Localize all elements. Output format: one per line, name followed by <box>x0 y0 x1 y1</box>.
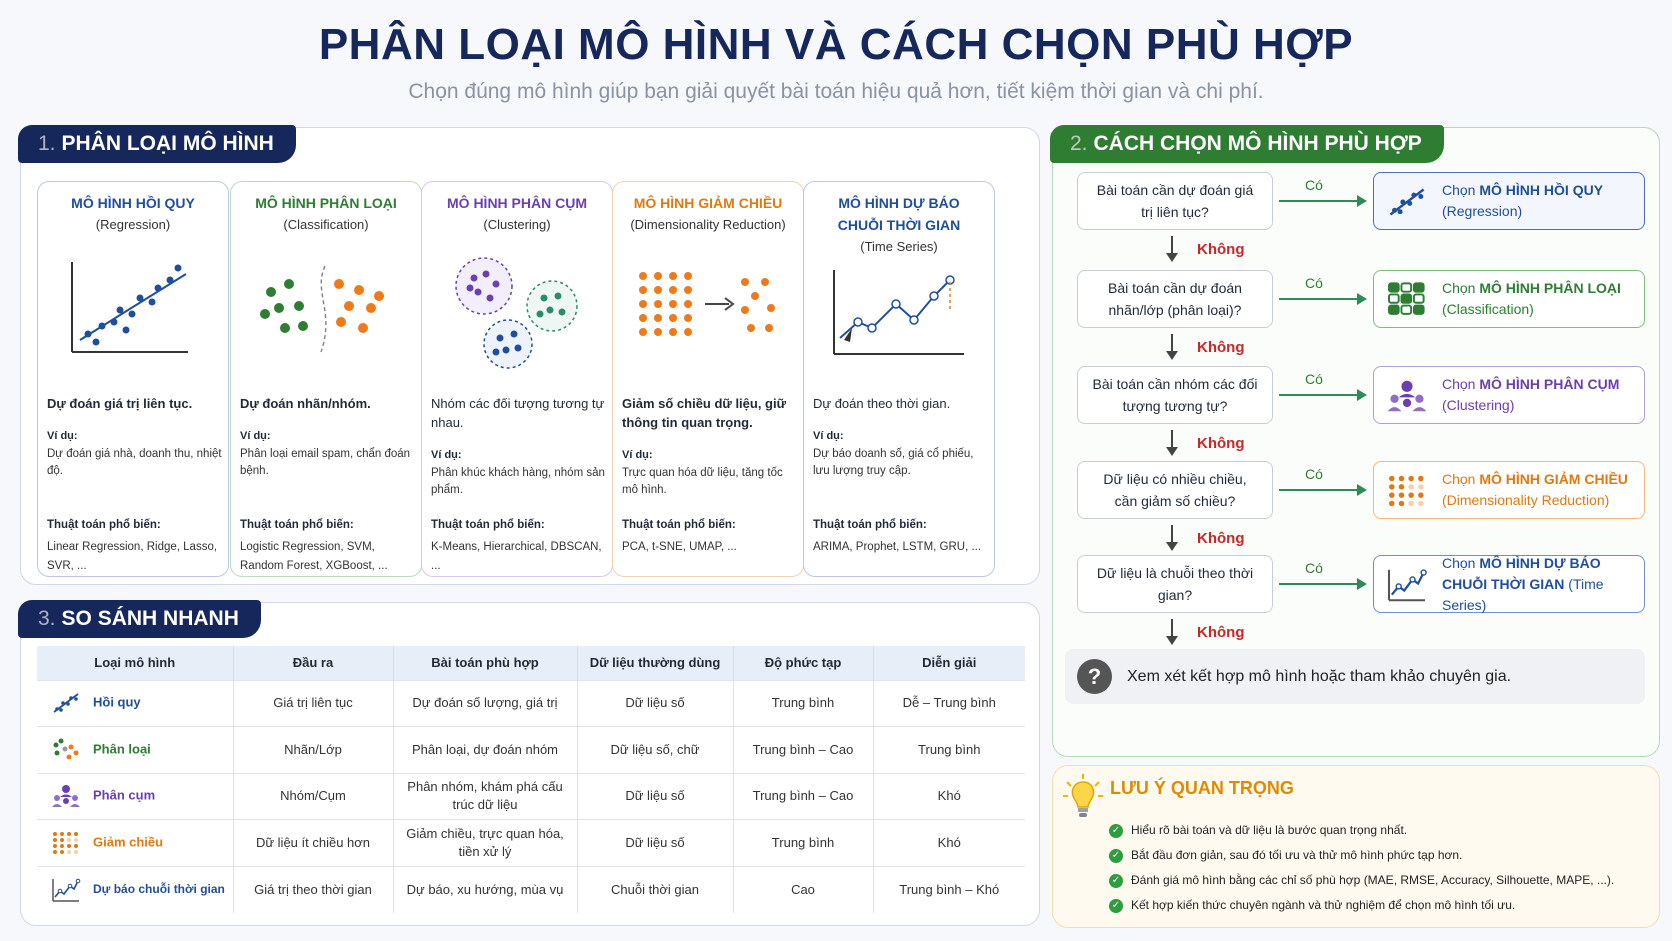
question-box <box>1077 172 1273 230</box>
card-algorithms-label: Thuật toán phổ biến: <box>240 519 354 531</box>
model-type-name: Hồi quy <box>93 694 141 710</box>
column-header: Bài toán phù hợp <box>393 646 577 680</box>
result-prefix: Chọn <box>1442 182 1480 198</box>
page-subtitle: Chọn đúng mô hình giúp bạn giải quyết bài toán hiệu quả hơn, tiết kiệm thời gian và chi phí. <box>408 80 1264 103</box>
grid-dot <box>684 328 692 336</box>
table-cell: Dễ – Trung bình <box>873 680 1025 727</box>
table-header-row <box>37 646 1025 680</box>
grid-dot <box>669 314 677 322</box>
no-arrow <box>1171 619 1173 643</box>
table-cell: Trung bình <box>873 727 1025 774</box>
card-clustering <box>421 181 613 577</box>
note-text: Bắt đầu đơn giản, sau đó tối ưu và thử mô hình phức tạp hơn. <box>1131 848 1463 862</box>
card-algorithms: ARIMA, Prophet, LSTM, GRU, ... <box>813 541 982 553</box>
column-header: Dữ liệu thường dùng <box>577 646 733 680</box>
card-example-label: Ví dụ: <box>240 430 271 442</box>
yes-label: Có <box>1305 466 1323 482</box>
regression-scatter-icon <box>58 252 208 372</box>
column-header: Loại mô hình <box>37 646 233 680</box>
card-example: Dự đoán giá nhà, doanh thu, nhiệt độ. <box>47 448 222 477</box>
table-cell: Giảm chiều, trực quan hóa, tiền xử lý <box>393 820 577 867</box>
no-arrow <box>1171 236 1173 260</box>
note-item <box>1109 893 1614 918</box>
table-cell: Trung bình – Cao <box>733 727 873 774</box>
question-text: Dữ liệu có nhiều chiều, cần giảm số chiều? <box>1103 471 1247 509</box>
result-box <box>1373 270 1645 328</box>
yes-label: Có <box>1305 560 1323 576</box>
card-example-label: Ví dụ: <box>431 449 462 461</box>
question-icon: ? <box>1077 659 1112 694</box>
section-tab: 2. CÁCH CHỌN MÔ HÌNH PHÙ HỢP <box>1050 125 1444 163</box>
table-cell: Dữ liệu số, chữ <box>577 727 733 774</box>
grid-dot <box>684 314 692 322</box>
card-algorithms-label: Thuật toán phổ biến: <box>47 519 161 531</box>
question-text: Bài toán cần dự đoán giá trị liên tục? <box>1096 182 1254 220</box>
table-cell: Trung bình – Cao <box>733 773 873 820</box>
result-prefix: Chọn <box>1442 554 1480 571</box>
table-cell: Dự báo, xu hướng, mùa vụ <box>393 866 577 913</box>
clustering-icon <box>1386 378 1428 414</box>
result-box <box>1373 461 1645 519</box>
table-row <box>37 820 1025 867</box>
check-icon: ✓ <box>1109 874 1123 888</box>
result-prefix: Chọn <box>1442 471 1480 487</box>
no-label: Không <box>1197 435 1245 452</box>
regression-icon <box>51 690 81 716</box>
grid-dot <box>639 300 647 308</box>
no-arrow <box>1171 525 1173 549</box>
grid-dot <box>654 286 662 294</box>
card-algorithms: K-Means, Hierarchical, DBSCAN, ... <box>431 541 602 572</box>
card-description: Giảm số chiều dữ liệu, giữ thông tin quan trọng. <box>622 396 787 430</box>
section-tab: 1. PHÂN LOẠI MÔ HÌNH <box>18 125 296 163</box>
grid-dot <box>684 300 692 308</box>
lightbulb-icon <box>1063 774 1103 822</box>
grid-dot <box>669 272 677 280</box>
result-box <box>1373 366 1645 424</box>
table-row <box>37 680 1025 727</box>
result-model: MÔ HÌNH GIẢM CHIỀU <box>1479 471 1628 487</box>
card-title: MÔ HÌNH DỰ BÁO CHUỖI THỜI GIAN <box>837 195 961 233</box>
dimensionality-icon <box>1386 473 1428 509</box>
table-cell: Dữ liệu số <box>577 680 733 727</box>
table-cell: Dữ liệu ít chiều hơn <box>233 820 393 867</box>
grid-dot <box>669 286 677 294</box>
result-box <box>1373 172 1645 230</box>
table-cell: Phân nhóm, khám phá cấu trúc dữ liệu <box>393 773 577 820</box>
no-arrow <box>1171 334 1173 358</box>
yes-label: Có <box>1305 177 1323 193</box>
yes-arrow <box>1279 298 1365 300</box>
grid-dot <box>639 328 647 336</box>
table-cell: Chuỗi thời gian <box>577 866 733 913</box>
card-subtitle: (Classification) <box>283 217 369 232</box>
table-row <box>37 866 1025 913</box>
important-notes-panel <box>1052 765 1660 928</box>
card-example: Trực quan hóa dữ liệu, tăng tốc mô hình. <box>622 467 783 496</box>
table-cell: Dữ liệu số <box>577 773 733 820</box>
model-type-cell <box>37 727 233 774</box>
grid-dot <box>639 314 647 322</box>
grid-dot <box>669 328 677 336</box>
final-recommendation <box>1065 649 1645 704</box>
quick-comparison-panel <box>20 602 1040 926</box>
time-series-icon <box>51 877 81 903</box>
card-dimensionality-reduction <box>612 181 804 577</box>
table-cell: Phân loại, dự đoán nhóm <box>393 727 577 774</box>
no-label: Không <box>1197 624 1245 641</box>
model-type-cell <box>37 820 233 867</box>
grid-dot <box>669 300 677 308</box>
card-algorithms: Linear Regression, Ridge, Lasso, SVR, ... <box>47 541 218 572</box>
note-item <box>1109 818 1614 843</box>
grid-dot <box>639 272 647 280</box>
card-description: Dự đoán giá trị liên tục. <box>47 396 193 411</box>
result-subtitle: (Regression) <box>1442 203 1523 219</box>
result-subtitle: (Classification) <box>1442 301 1534 317</box>
table-row <box>37 727 1025 774</box>
column-header: Đầu ra <box>233 646 393 680</box>
check-icon: ✓ <box>1109 824 1123 838</box>
no-label: Không <box>1197 241 1245 258</box>
dimensionality-icon <box>51 830 81 856</box>
card-subtitle: (Regression) <box>95 217 171 232</box>
time-series-line-icon <box>824 262 974 382</box>
table-cell: Giá trị theo thời gian <box>233 866 393 913</box>
time-series-icon <box>1386 567 1428 603</box>
grid-dot <box>639 286 647 294</box>
card-time-series <box>803 181 995 577</box>
question-text: Dữ liệu là chuỗi theo thời gian? <box>1096 565 1254 603</box>
card-example-label: Ví dụ: <box>813 430 844 442</box>
yes-arrow <box>1279 583 1365 585</box>
table-cell: Nhãn/Lớp <box>233 727 393 774</box>
card-example-label: Ví dụ: <box>47 430 78 442</box>
model-type-cell <box>37 680 233 727</box>
check-icon: ✓ <box>1109 899 1123 913</box>
column-header: Diễn giải <box>873 646 1025 680</box>
card-example: Phân khúc khách hàng, nhóm sản phẩm. <box>431 467 605 496</box>
notes-title: LƯU Ý QUAN TRỌNG <box>1110 778 1294 798</box>
grid-dot <box>684 286 692 294</box>
card-description: Nhóm các đối tượng tương tự nhau. <box>431 396 605 430</box>
card-regression <box>37 181 229 577</box>
result-model: MÔ HÌNH PHÂN LOẠI <box>1479 280 1621 296</box>
dimensionality-reduction-icon <box>633 252 783 372</box>
final-recommendation-text: Xem xét kết hợp mô hình hoặc tham khảo chuyên gia. <box>1127 667 1512 685</box>
card-title: MÔ HÌNH PHÂN LOẠI <box>255 195 397 211</box>
card-subtitle: (Time Series) <box>860 239 938 254</box>
yes-arrow <box>1279 394 1365 396</box>
result-prefix: Chọn <box>1442 376 1480 392</box>
result-subtitle: (Clustering) <box>1442 397 1515 413</box>
grid-icon <box>1386 282 1428 318</box>
grid-dot <box>654 314 662 322</box>
card-algorithms-label: Thuật toán phổ biến: <box>813 519 927 531</box>
note-text: Hiểu rõ bài toán và dữ liệu là bước quan trọng nhất. <box>1131 823 1408 837</box>
card-example: Dự báo doanh số, giá cổ phiếu, lưu lượng truy cập. <box>813 448 974 477</box>
classification-icon <box>51 737 81 763</box>
question-text: Bài toán cần dự đoán nhãn/lớp (phân loại)? <box>1108 280 1242 318</box>
result-subtitle: (Time Series) <box>1442 575 1604 613</box>
card-description: Dự đoán theo thời gian. <box>813 396 951 411</box>
result-model: MÔ HÌNH HỒI QUY <box>1479 182 1604 198</box>
question-box <box>1077 366 1273 424</box>
card-classification <box>230 181 422 577</box>
section-tab: 3. SO SÁNH NHANH <box>18 600 261 638</box>
card-description: Dự đoán nhãn/nhóm. <box>240 396 371 411</box>
grid-dot <box>684 272 692 280</box>
result-box <box>1373 555 1645 613</box>
model-type-name: Dự báo chuỗi thời gian <box>93 881 225 896</box>
no-arrow <box>1171 430 1173 454</box>
model-type-cell <box>37 866 233 913</box>
check-icon: ✓ <box>1109 849 1123 863</box>
result-model: MÔ HÌNH DỰ BÁO CHUỖI THỜI GIAN <box>1442 554 1601 592</box>
card-title: MÔ HÌNH GIẢM CHIỀU <box>633 195 783 211</box>
model-type-name: Giảm chiều <box>93 834 164 850</box>
card-example-label: Ví dụ: <box>622 449 653 461</box>
card-subtitle: (Dimensionality Reduction) <box>630 217 786 232</box>
grid-dot <box>654 300 662 308</box>
page-title: PHÂN LOẠI MÔ HÌNH VÀ CÁCH CHỌN PHÙ HỢP <box>318 20 1354 69</box>
classification-dots-icon <box>251 252 401 372</box>
card-subtitle: (Clustering) <box>483 217 551 232</box>
model-type-cell <box>37 773 233 820</box>
card-example: Phân loại email spam, chẩn đoán bệnh. <box>240 448 411 477</box>
table-cell: Trung bình – Khó <box>873 866 1025 913</box>
table-cell: Trung bình <box>733 680 873 727</box>
question-box <box>1077 461 1273 519</box>
result-model: MÔ HÌNH PHÂN CỤM <box>1479 376 1620 392</box>
model-type-name: Phân loại <box>93 741 151 757</box>
table-cell: Nhóm/Cụm <box>233 773 393 820</box>
model-types-panel <box>20 127 1040 585</box>
notes-list <box>1109 818 1614 918</box>
result-subtitle: (Dimensionality Reduction) <box>1442 492 1610 508</box>
note-text: Kết hợp kiến thức chuyên ngành và thử nghiệm để chọn mô hình tối ưu. <box>1131 898 1516 912</box>
model-selection-panel <box>1052 127 1660 757</box>
question-text: Bài toán cần nhóm các đối tượng tương tự? <box>1092 376 1258 414</box>
no-label: Không <box>1197 339 1245 356</box>
comparison-table <box>37 646 1025 913</box>
yes-label: Có <box>1305 371 1323 387</box>
table-row <box>37 773 1025 820</box>
result-prefix: Chọn <box>1442 280 1480 296</box>
note-item <box>1109 868 1614 893</box>
card-algorithms-label: Thuật toán phổ biến: <box>622 519 736 531</box>
question-box <box>1077 555 1273 613</box>
card-algorithms: Logistic Regression, SVM, Random Forest, XGBoost, ... <box>240 541 388 572</box>
note-item <box>1109 843 1614 868</box>
table-cell: Giá trị liên tục <box>233 680 393 727</box>
column-header: Độ phức tạp <box>733 646 873 680</box>
regression-icon <box>1386 184 1428 220</box>
card-title: MÔ HÌNH HỒI QUY <box>71 195 195 211</box>
model-type-name: Phân cụm <box>93 787 156 803</box>
card-algorithms-label: Thuật toán phổ biến: <box>431 519 545 531</box>
yes-arrow <box>1279 200 1365 202</box>
table-cell: Khó <box>873 773 1025 820</box>
table-cell: Cao <box>733 866 873 913</box>
yes-arrow <box>1279 489 1365 491</box>
card-title: MÔ HÌNH PHÂN CỤM <box>447 195 587 211</box>
card-algorithms: PCA, t-SNE, UMAP, ... <box>622 541 737 553</box>
yes-label: Có <box>1305 275 1323 291</box>
grid-dot <box>654 272 662 280</box>
clustering-circles-icon <box>442 252 592 372</box>
table-cell: Trung bình <box>733 820 873 867</box>
note-text: Đánh giá mô hình bằng các chỉ số phù hợp (MAE, RMSE, Accuracy, Silhouette, MAPE, ...). <box>1131 873 1615 887</box>
question-box <box>1077 270 1273 328</box>
grid-dot <box>654 328 662 336</box>
table-cell: Dự đoán số lượng, giá trị <box>393 680 577 727</box>
table-cell: Khó <box>873 820 1025 867</box>
clustering-icon <box>51 783 81 809</box>
no-label: Không <box>1197 530 1245 547</box>
table-cell: Dữ liệu số <box>577 820 733 867</box>
